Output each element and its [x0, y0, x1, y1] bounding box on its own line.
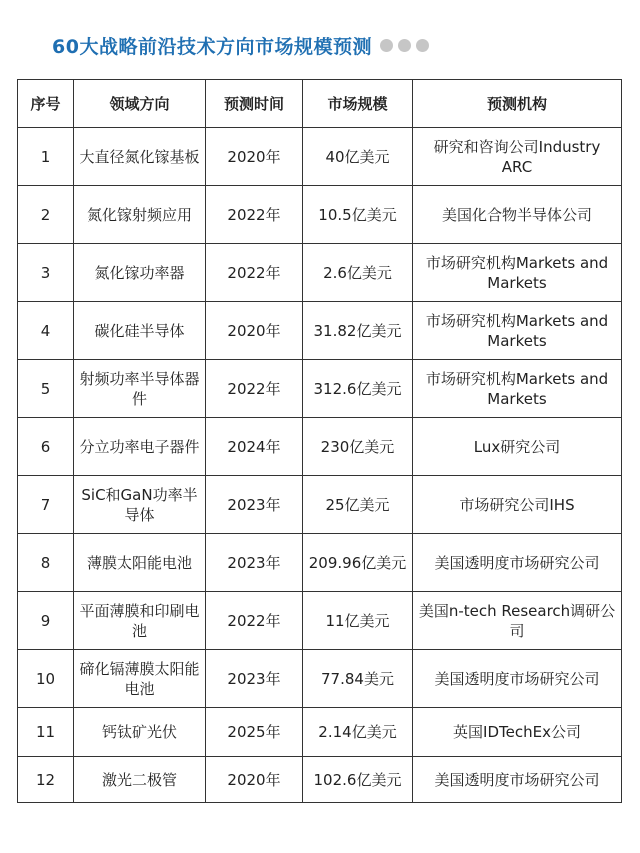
table-row	[18, 534, 622, 592]
cell-year: 2023年	[206, 534, 303, 592]
table-row	[18, 708, 622, 757]
cell-org: Lux研究公司	[413, 418, 622, 476]
cell-size: 10.5亿美元	[303, 186, 413, 244]
cell-org: 英国IDTechEx公司	[413, 708, 622, 757]
cell-field: 氮化镓功率器	[74, 244, 206, 302]
cell-field: 碳化硅半导体	[74, 302, 206, 360]
title-bar	[52, 30, 434, 60]
table-row	[18, 244, 622, 302]
cell-field: 平面薄膜和印刷电池	[74, 592, 206, 650]
cell-year: 2022年	[206, 360, 303, 418]
dot-icon	[416, 39, 429, 52]
cell-field: 钙钛矿光伏	[74, 708, 206, 757]
table-row	[18, 186, 622, 244]
cell-no: 2	[18, 186, 74, 244]
cell-field: 碲化镉薄膜太阳能电池	[74, 650, 206, 708]
column-header-field: 领域方向	[74, 80, 206, 128]
cell-org: 市场研究公司IHS	[413, 476, 622, 534]
cell-year: 2020年	[206, 757, 303, 803]
column-header-size: 市场规模	[303, 80, 413, 128]
table-row	[18, 302, 622, 360]
cell-size: 25亿美元	[303, 476, 413, 534]
cell-field: 分立功率电子器件	[74, 418, 206, 476]
column-header-no: 序号	[18, 80, 74, 128]
cell-no: 12	[18, 757, 74, 803]
cell-size: 209.96亿美元	[303, 534, 413, 592]
cell-size: 102.6亿美元	[303, 757, 413, 803]
cell-size: 2.14亿美元	[303, 708, 413, 757]
cell-year: 2022年	[206, 592, 303, 650]
cell-size: 77.84美元	[303, 650, 413, 708]
table-row	[18, 757, 622, 803]
column-header-year: 预测时间	[206, 80, 303, 128]
cell-size: 11亿美元	[303, 592, 413, 650]
cell-size: 230亿美元	[303, 418, 413, 476]
cell-field: 大直径氮化镓基板	[74, 128, 206, 186]
cell-year: 2022年	[206, 186, 303, 244]
cell-org: 美国透明度市场研究公司	[413, 757, 622, 803]
page-title: 60大战略前沿技术方向市场规模预测	[52, 35, 372, 58]
cell-year: 2022年	[206, 244, 303, 302]
cell-field: 氮化镓射频应用	[74, 186, 206, 244]
cell-org: 美国n-tech Research调研公司	[413, 592, 622, 650]
cell-no: 1	[18, 128, 74, 186]
cell-org: 市场研究机构Markets and Markets	[413, 302, 622, 360]
cell-org: 美国透明度市场研究公司	[413, 650, 622, 708]
table-row	[18, 418, 622, 476]
cell-no: 11	[18, 708, 74, 757]
cell-size: 40亿美元	[303, 128, 413, 186]
market-forecast-table	[17, 79, 622, 803]
cell-no: 7	[18, 476, 74, 534]
cell-size: 31.82亿美元	[303, 302, 413, 360]
cell-no: 6	[18, 418, 74, 476]
cell-field: 激光二极管	[74, 757, 206, 803]
table-row	[18, 128, 622, 186]
table-row	[18, 592, 622, 650]
cell-size: 2.6亿美元	[303, 244, 413, 302]
cell-org: 市场研究机构Markets and Markets	[413, 244, 622, 302]
cell-no: 8	[18, 534, 74, 592]
cell-year: 2023年	[206, 650, 303, 708]
cell-no: 5	[18, 360, 74, 418]
cell-year: 2024年	[206, 418, 303, 476]
column-header-org: 预测机构	[413, 80, 622, 128]
cell-no: 4	[18, 302, 74, 360]
table-header-row	[18, 80, 622, 128]
cell-no: 10	[18, 650, 74, 708]
cell-year: 2025年	[206, 708, 303, 757]
cell-field: 薄膜太阳能电池	[74, 534, 206, 592]
cell-field: 射频功率半导体器件	[74, 360, 206, 418]
table-row	[18, 476, 622, 534]
table-row	[18, 650, 622, 708]
cell-no: 3	[18, 244, 74, 302]
cell-field: SiC和GaN功率半导体	[74, 476, 206, 534]
cell-size: 312.6亿美元	[303, 360, 413, 418]
table-row	[18, 360, 622, 418]
cell-year: 2020年	[206, 302, 303, 360]
cell-org: 市场研究机构Markets and Markets	[413, 360, 622, 418]
dot-icon	[380, 39, 393, 52]
cell-org: 研究和咨询公司Industry ARC	[413, 128, 622, 186]
cell-year: 2020年	[206, 128, 303, 186]
cell-no: 9	[18, 592, 74, 650]
dot-icon	[398, 39, 411, 52]
cell-org: 美国透明度市场研究公司	[413, 534, 622, 592]
cell-year: 2023年	[206, 476, 303, 534]
decorative-dots	[380, 39, 434, 52]
cell-org: 美国化合物半导体公司	[413, 186, 622, 244]
